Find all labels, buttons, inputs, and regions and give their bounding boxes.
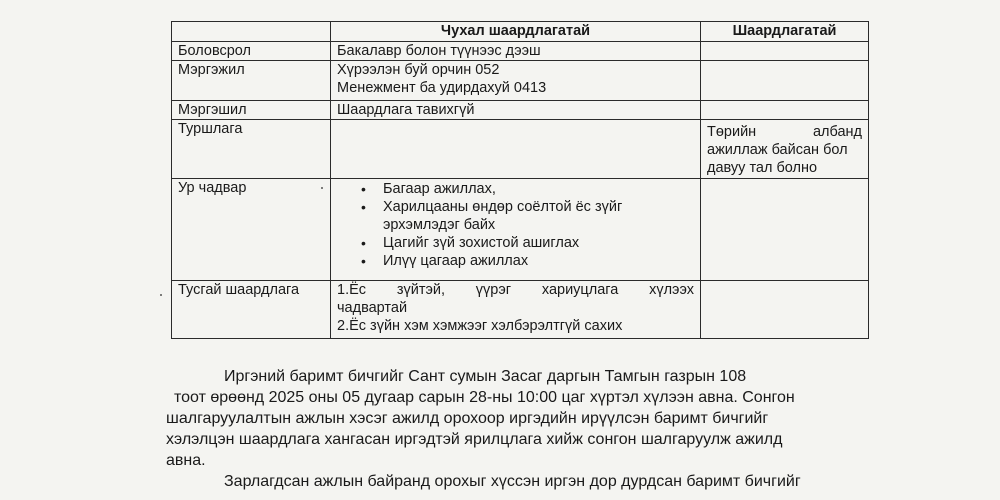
essential-profession bbox=[331, 61, 701, 101]
header-desirable: Шаардлагатай bbox=[701, 22, 869, 42]
paragraph-line: авна. bbox=[166, 452, 206, 469]
experience-line-3: давуу тал болно bbox=[707, 160, 818, 176]
desirable-specialization bbox=[701, 101, 869, 120]
desirable-special bbox=[701, 281, 869, 339]
row-education bbox=[172, 42, 869, 61]
label-skills: Ур чадвар bbox=[172, 179, 331, 281]
header-essential: Чухал шаардлагатай bbox=[331, 22, 701, 42]
special-line-2: чадвартай bbox=[337, 300, 408, 316]
essential-experience bbox=[331, 120, 701, 179]
skills-list bbox=[337, 180, 694, 270]
skill-item: • Харилцааны өндөр соёлтой ёс зүйг эрхэмлэдэг байх bbox=[383, 198, 694, 234]
row-experience bbox=[172, 120, 869, 179]
special-word: зүйтэй, bbox=[396, 282, 445, 298]
paragraph-documents bbox=[166, 471, 838, 492]
desirable-skills bbox=[701, 179, 869, 281]
paragraph-line: Иргэний баримт бичгийг Сант сумын Засаг даргын Тамгын газрын 108 bbox=[224, 368, 747, 385]
experience-line-1: Төрийн албанд bbox=[707, 124, 862, 140]
special-word: үүрэг bbox=[475, 282, 512, 298]
row-specialization bbox=[172, 101, 869, 120]
essential-specialization: Шаардлага тавихгүй bbox=[331, 101, 701, 120]
row-skills bbox=[172, 179, 869, 281]
desirable-education bbox=[701, 42, 869, 61]
skill-item: • Цагийг зүй зохистой ашиглах bbox=[383, 234, 694, 252]
special-word: хариуцлага bbox=[541, 282, 619, 298]
label-experience: Туршлага bbox=[172, 120, 331, 179]
skill-item: • Илүү цагаар ажиллах bbox=[383, 252, 694, 270]
essential-skills bbox=[331, 179, 701, 281]
paragraph-line: хэлэлцэн шаардлага хангасан иргэдтэй ярилцлага хийж сонгон шалгаруулж ажилд bbox=[166, 431, 783, 448]
scan-speck bbox=[321, 187, 323, 189]
row-profession bbox=[172, 61, 869, 101]
special-word: хүлээх bbox=[649, 282, 694, 298]
experience-line-2: ажиллаж байсан бол bbox=[707, 142, 848, 158]
profession-line-2: Менежмент ба удирдахуй 0413 bbox=[337, 80, 547, 96]
essential-special bbox=[331, 281, 701, 339]
paragraph-line: тоот өрөөнд 2025 оны 05 дугаар сарын 28-ны 10:00 цаг хүртэл хүлээн авна. Сонгон bbox=[174, 389, 795, 406]
requirements-table bbox=[171, 21, 869, 339]
scan-speck bbox=[160, 294, 162, 296]
desirable-experience bbox=[701, 120, 869, 179]
paragraph-line: шалгаруулалтын ажлын хэсэг ажилд орохоор иргэдийн ирүүлсэн баримт бичгийг bbox=[166, 410, 769, 427]
table-header-row bbox=[172, 22, 869, 42]
row-special bbox=[172, 281, 869, 339]
label-special: Тусгай шаардлага bbox=[172, 281, 331, 339]
paragraph-line: Зарлагдсан ажлын байранд орохыг хүссэн иргэн дор дурдсан баримт бичгийг bbox=[224, 473, 801, 490]
essential-education: Бакалавр болон түүнээс дээш bbox=[331, 42, 701, 61]
label-education: Боловсрол bbox=[172, 42, 331, 61]
label-specialization: Мэргэшил bbox=[172, 101, 331, 120]
special-line-3: 2.Ёс зүйн хэм хэмжээг хэлбэрэлтгүй сахих bbox=[337, 318, 623, 334]
desirable-profession bbox=[701, 61, 869, 101]
paragraph-submission bbox=[166, 366, 838, 471]
special-line-1 bbox=[337, 281, 694, 299]
profession-line-1: Хүрээлэн буй орчин 052 bbox=[337, 62, 500, 78]
skill-item: • Багаар ажиллах, bbox=[383, 180, 694, 198]
special-word: 1.Ёс bbox=[337, 282, 367, 298]
header-empty bbox=[172, 22, 331, 42]
label-profession: Мэргэжил bbox=[172, 61, 331, 101]
